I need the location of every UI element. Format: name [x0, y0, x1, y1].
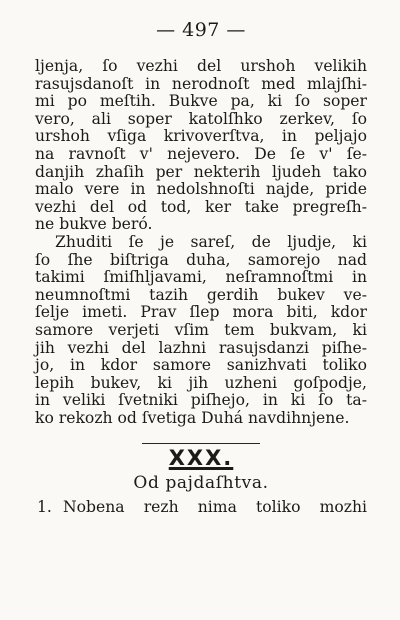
text-line: in veliki ſvetniki piſhejo, in ki ſo ta- [35, 391, 367, 410]
page-number: — 497 — [156, 19, 246, 41]
paragraph-2 [35, 234, 367, 428]
text-line: Zhuditi ſe je sareſ, de ljudje, ki [55, 232, 367, 251]
text-line: danjih zhaſih per nekterih ljudeh tako [35, 162, 367, 181]
text-line: jih vezhi del lazhni rasujsdanzi piſhe- [35, 338, 367, 357]
item-text: Nobena rezh nima toliko mozhi [63, 498, 367, 517]
text-line: ko rekozh od ſvetiga Duhá navdihnjene. [35, 408, 350, 427]
text-line: malo vere in nedolshnoſti najde, pride [35, 180, 367, 199]
body-text [35, 58, 367, 427]
text-line: vero, ali soper katolſhko zerkev, ſo [35, 109, 367, 128]
text-line: ne bukve beró. [35, 215, 153, 234]
text-line: ſo ſhe biſtriga duha, samorejo nad [35, 250, 367, 269]
item-number: 1. [37, 498, 52, 517]
text-line: jo, in kdor samore sanizhvati toliko [35, 356, 367, 375]
text-line: urshoh vſiga krivoverſtva, in peljajo [35, 127, 367, 146]
chapter-title: Od pajdaſhtva. [133, 473, 269, 494]
text-line: ljenja, ſo vezhi del urshoh velikih [35, 57, 367, 75]
section-divider [142, 443, 260, 444]
text-line: rasujsdanoſt in nerodnoſt med mlajſhi- [35, 74, 367, 93]
text-line: lepih bukev, ki jih uzheni goſpodje, [35, 373, 367, 392]
text-line: takimi ſmiſhljavami, neſramnoſtmi in [35, 268, 367, 287]
text-line: na ravnoſt v' nejevero. De ſe v' ſe- [35, 144, 367, 163]
text-line: samore verjeti vſim tem bukvam, ki [35, 320, 367, 339]
chapter-number: XXX. [168, 446, 234, 471]
numbered-item [35, 498, 367, 516]
text-line: ſelje imeti. Prav ſlep mora biti, kdor [35, 303, 367, 322]
paragraph-1 [35, 58, 367, 234]
text-line: mi po meſtih. Bukve pa, ki ſo soper [35, 92, 367, 111]
text-line: vezhi del od tod, ker take pregreſh- [35, 197, 367, 216]
text-line: neumnoſtmi tazih gerdih bukev ve- [35, 285, 367, 304]
